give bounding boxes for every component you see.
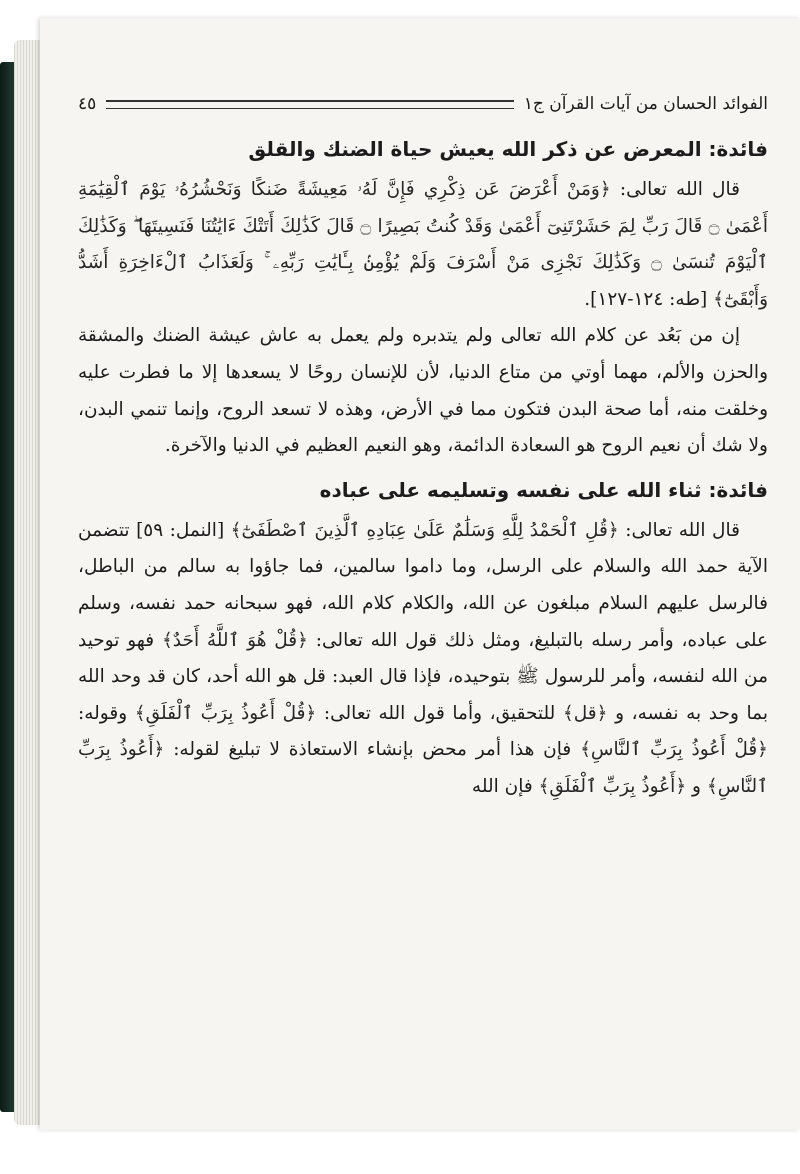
section-1-commentary: إن من بَعُد عن كلام الله تعالى ولم يتدبره ولم يعمل به عاش عيشة الضنك والمشقة والحزن والألم، مهما أوتي من متاع الدنيا، لأن للإنسان روحًا لا يسعدها إلا ما فطرت عليه وخلقت منه، أما صحة البدن فتكون مما في الأرض، وهذه لا تسعد الروح، وإنما تنمي البدن، ولا شك أن نعيم الروح هو السعادة الدائمة، وهو النعيم العظيم في الدنيا والآخرة. xyxy=(78,325,768,457)
section-1-heading: فائدة: المعرض عن ذكر الله يعيش حياة الضنك والقلق xyxy=(248,137,768,161)
section-2-paragraph xyxy=(78,513,768,806)
commentary-text: وقوله: xyxy=(78,702,128,724)
quran-verse-ikhlas: ﴿قُلْ هُوَ ٱللَّهُ أَحَدٌ﴾ xyxy=(161,629,308,651)
page-header xyxy=(78,84,768,124)
verse-intro: قال الله تعالى: xyxy=(619,179,740,200)
conjunction: و xyxy=(692,775,701,797)
page-number: ٤٥ xyxy=(78,94,97,114)
section-2-heading: فائدة: ثناء الله على نفسه وتسليمه على عباده xyxy=(319,477,768,502)
verse-intro: قال الله تعالى: xyxy=(625,519,740,541)
quran-verse: ﴿وَمَنْ أَعْرَضَ عَن ذِكْرِي فَإِنَّ لَهُۥ مَعِيشَةً ضَنكًا وَنَحْشُرُهُۥ يَوْمَ ٱلْقِيَٰمَةِ أَعْمَىٰ ۝ قَالَ رَبِّ لِمَ حَشَرْتَنِىٓ أَعْمَىٰ وَقَدْ كُنتُ بَصِيرًا ۝ قَالَ كَذَٰلِكَ أَتَتْكَ ءَايَٰتُنَا فَنَسِيتَهَا ۖ وَكَذَٰلِكَ ٱلْيَوْمَ تُنسَىٰ ۝ وَكَذَٰلِكَ نَجْزِى مَنْ أَسْرَفَ وَلَمْ يُؤْمِنۢ بِـَٔايَٰتِ رَبِّهِۦ ۚ وَلَعَذَابُ ٱلْءَاخِرَةِ أَشَدُّ وَأَبْقَىٰٓ﴾ xyxy=(78,179,768,310)
commentary-text: فإن الله xyxy=(471,775,533,797)
quran-verse-falaq: ﴿أَعُوذُ بِرَبِّ ٱلْفَلَقِ﴾ xyxy=(538,775,687,797)
running-title: الفوائد الحسان من آيات القرآن ج١ xyxy=(523,94,768,114)
quran-verse-falaq: ﴿قُلْ أَعُوذُ بِرَبِّ ٱلْفَلَقِ﴾ xyxy=(134,702,317,724)
quran-verse-nas: ﴿قُلْ أَعُوذُ بِرَبِّ ٱلنَّاسِ﴾ xyxy=(580,739,769,761)
page-text xyxy=(78,84,768,806)
quran-verse-nas: ﴿أَعُوذُ بِرَبِّ ٱلنَّاسِ﴾ xyxy=(78,739,768,797)
section-1-verse-paragraph xyxy=(78,172,768,318)
quran-verse: ﴿قُلِ ٱلْحَمْدُ لِلَّهِ وَسَلَٰمٌ عَلَىٰ عِبَادِهِ ٱلَّذِينَ ٱصْطَفَىٰٓ﴾ xyxy=(230,519,619,541)
commentary-text: فهو توحيد من الله لنفسه، وأمر للرسول ﷺ بتوحيده، فإذا قال العبد: قل هو الله أحد، كان قد وحد الله بما وحد به نفسه، و xyxy=(78,629,768,724)
verse-reference: [طه: ١٢٤-١٢٧]. xyxy=(584,288,708,310)
verse-reference: [النمل: ٥٩] xyxy=(136,519,225,541)
quran-word-qul: ﴿قل﴾ xyxy=(562,702,608,724)
commentary-text: تتضمن الآية حمد الله والسلام على الرسل، وما داموا سالمين، فما جاؤوا به سالم من الباطل، فالرسل عليهم السلام مبلغون عن الله، والكلام كلام الله، فهو سبحانه حمد نفسه، وسلم على عباده، وأمر رسله بالتبليغ، ومثل ذلك قول الله تعالى: xyxy=(78,519,768,651)
commentary-text: للتحقيق، وأما قول الله تعالى: xyxy=(323,702,556,724)
commentary-text: فإن هذا أمر محض بإنشاء الاستعاذة لا تبليغ لقوله: xyxy=(173,739,572,761)
header-rule xyxy=(106,100,513,109)
